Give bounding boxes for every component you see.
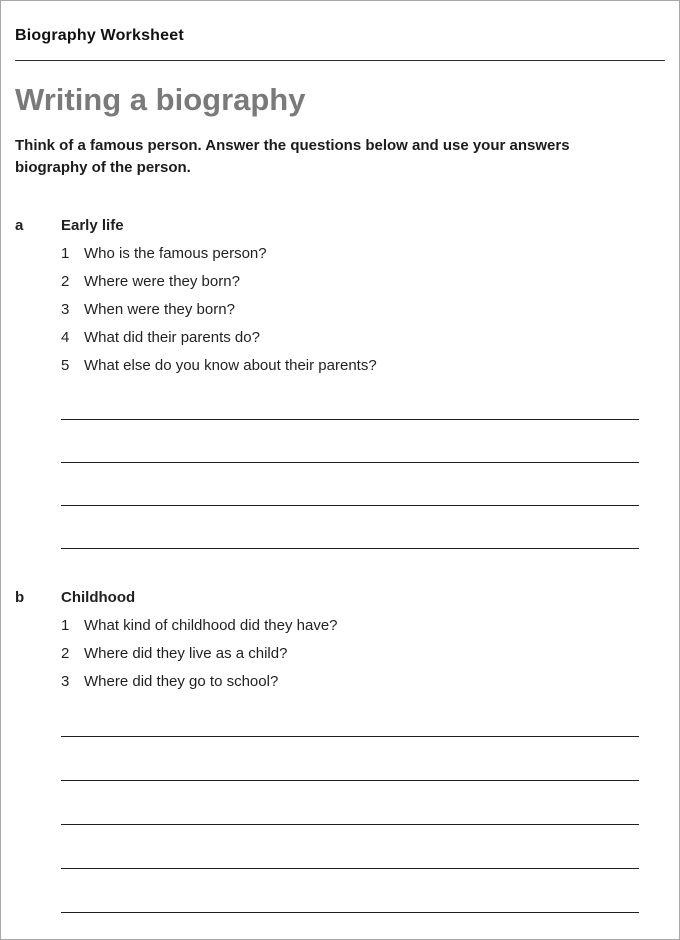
header-divider — [15, 60, 665, 61]
intro-line-1: Think of a famous person. Answer the questions below and use your answers — [15, 137, 570, 155]
question-number: 4 — [61, 329, 70, 347]
question-row — [61, 357, 665, 375]
answer-line — [61, 506, 639, 549]
question-row — [61, 645, 665, 663]
page-title: Writing a biography — [15, 82, 306, 117]
answer-lines-childhood — [61, 693, 639, 913]
answer-line — [61, 737, 639, 781]
question-text: Where did they live as a child? — [84, 645, 288, 663]
answer-line — [61, 377, 639, 420]
section-letter: a — [15, 217, 24, 235]
section-header — [15, 589, 665, 607]
question-row — [61, 273, 665, 291]
answer-line — [61, 781, 639, 825]
question-row — [61, 245, 665, 263]
section-header — [15, 217, 665, 235]
intro-text — [15, 135, 665, 179]
question-number: 1 — [61, 245, 70, 263]
question-number: 3 — [61, 673, 70, 691]
question-text: What did their parents do? — [84, 329, 260, 347]
question-text: When were they born? — [84, 301, 235, 319]
answer-line — [61, 463, 639, 506]
question-row — [61, 301, 665, 319]
answer-lines-early-life — [61, 377, 639, 549]
question-text: Where were they born? — [84, 273, 240, 291]
answer-line — [61, 869, 639, 913]
section-letter: b — [15, 589, 25, 607]
answer-line — [61, 420, 639, 463]
answer-line — [61, 693, 639, 737]
question-number: 1 — [61, 617, 70, 635]
question-number: 2 — [61, 273, 70, 291]
question-number: 5 — [61, 357, 70, 375]
section-early-life — [15, 217, 665, 549]
section-title: Childhood — [61, 589, 136, 607]
question-row — [61, 617, 665, 635]
question-text: What else do you know about their parents? — [84, 357, 377, 375]
header-title: Biography Worksheet — [15, 27, 184, 44]
answer-line — [61, 825, 639, 869]
question-number: 2 — [61, 645, 70, 663]
question-text: Who is the famous person? — [84, 245, 267, 263]
question-row — [61, 673, 665, 691]
question-number: 3 — [61, 301, 70, 319]
section-childhood — [15, 589, 665, 913]
question-row — [61, 329, 665, 347]
question-text: Where did they go to school? — [84, 673, 279, 691]
question-text: What kind of childhood did they have? — [84, 617, 338, 635]
intro-line-2: biography of the person. — [15, 159, 191, 177]
section-title: Early life — [61, 217, 124, 235]
